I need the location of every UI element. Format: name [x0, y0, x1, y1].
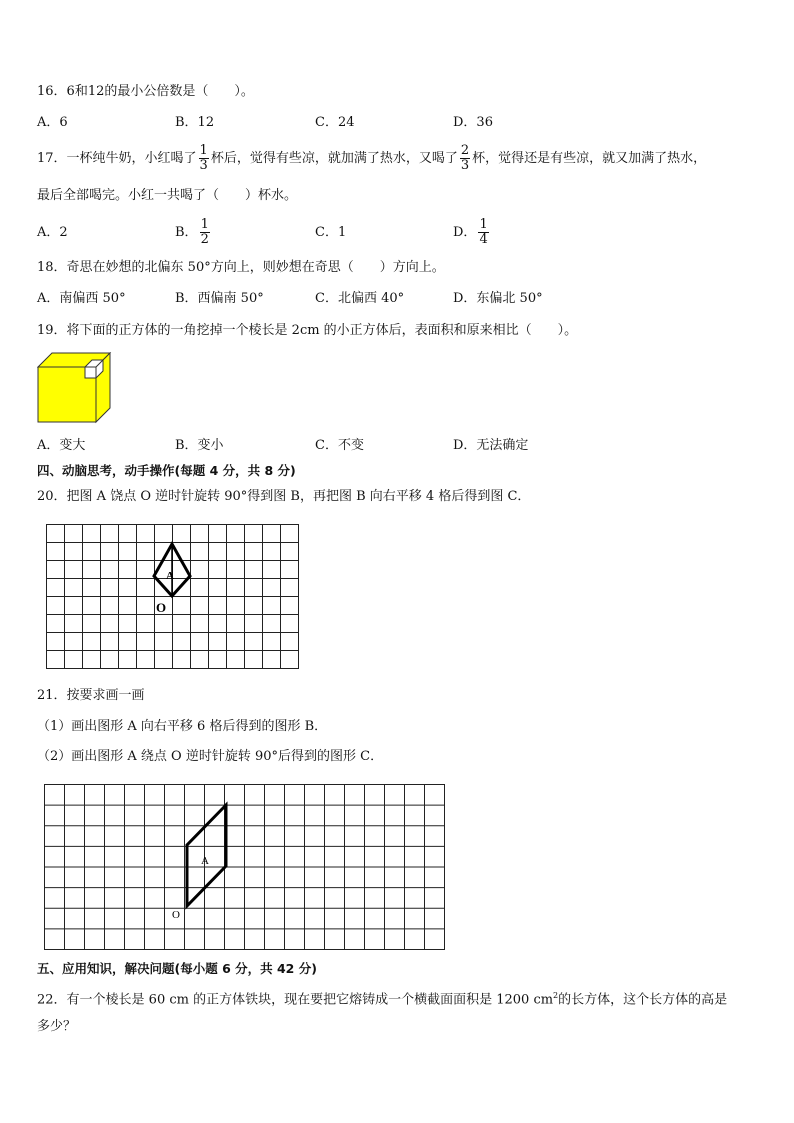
q16-option-d[interactable]: D．36: [453, 115, 493, 130]
cube-figure: [37, 352, 113, 424]
q17-option-b-fraction: [200, 218, 210, 247]
q17-frac1-num: 1: [199, 143, 208, 158]
q16-options: [37, 113, 757, 133]
q19-option-b[interactable]: B．变小: [175, 438, 224, 453]
q17-stem-a: 17．一杯纯牛奶，小红喝了: [37, 151, 197, 166]
q21-sub1: （1）画出图形 A 向右平移 6 格后得到的图形 B．: [37, 719, 328, 734]
q17-option-d-den: 4: [479, 232, 488, 247]
q17-option-d-num: 1: [479, 217, 488, 232]
q17-options: [37, 217, 757, 256]
q20-grid-figure: [46, 524, 300, 670]
q20-label-o: O: [156, 600, 167, 615]
q17-option-d[interactable]: [453, 216, 491, 250]
q18-option-c[interactable]: C．北偏西 40°: [315, 291, 405, 306]
q17-option-b-num: 1: [200, 217, 209, 232]
q21-grid: [44, 784, 445, 950]
q21-label-o: O: [172, 909, 180, 921]
q17-stem-b: 杯后，觉得有些凉，就加满了热水，又喝了: [210, 151, 458, 166]
q19-option-a[interactable]: A．变大: [37, 438, 86, 453]
q18-option-b[interactable]: B．西偏南 50°: [175, 291, 264, 306]
section5-title: 五、应用知识，解决问题(每小题 6 分，共 42 分): [37, 961, 317, 976]
q20-stem: 20．把图 A 饶点 O 逆时针旋转 90°得到图 B，再把图 B 向右平移 4 格后得到图 C．: [37, 489, 531, 504]
q17-frac2-num: 2: [460, 143, 470, 158]
q16-option-b[interactable]: B．12: [175, 115, 215, 130]
q17-option-b-label: B．: [175, 225, 198, 240]
q19-option-c[interactable]: C．不变: [315, 438, 364, 453]
q17-fraction-1: [199, 144, 209, 173]
q17-frac1-den: 3: [199, 158, 208, 173]
q22-stem-sup: 2: [553, 991, 559, 1000]
q18-option-a[interactable]: A．南偏西 50°: [37, 291, 126, 306]
q16-option-c[interactable]: C．24: [315, 115, 355, 130]
q19-stem: 19．将下面的正方体的一角挖掉一个棱长是 2cm 的小正方体后，表面积和原来相比（ ）。: [37, 323, 578, 338]
q20-label-a: A: [166, 570, 174, 582]
q17-stem-line2: 最后全部喝完。小红一共喝了（ ）杯水。: [37, 188, 298, 203]
q17-stem-c: 杯，觉得还是有些凉，就又加满了热水，: [472, 151, 707, 166]
q17-option-c[interactable]: C．1: [315, 225, 347, 240]
q17-option-b-den: 2: [200, 232, 209, 247]
q17-stem: [37, 142, 706, 176]
q18-stem: 18．奇思在妙想的北偏东 50°方向上，则妙想在奇思（ ）方向上。: [37, 260, 445, 275]
q17-option-d-fraction: [478, 218, 488, 247]
q22-stem-a: 22．有一个棱长是 60 cm 的正方体铁块，现在要把它熔铸成一个横截面面积是 1200 cm: [37, 992, 554, 1008]
q22-stem-line2: 多少？: [37, 1019, 77, 1034]
q17-option-d-label: D．: [453, 225, 477, 240]
section4-title: 四、动脑思考，动手操作(每题 4 分，共 8 分): [37, 463, 296, 478]
q19-option-d[interactable]: D．无法确定: [453, 438, 529, 453]
q19-options: [37, 436, 757, 456]
q18-options: [37, 289, 757, 309]
q17-frac2-den: 3: [460, 158, 470, 173]
q22-stem: [37, 986, 727, 1010]
q18-option-d[interactable]: D．东偏北 50°: [453, 291, 543, 306]
q16-stem: 16．6和12的最小公倍数是（ ）。: [37, 84, 254, 99]
q17-option-b[interactable]: [175, 216, 212, 250]
q22-stem-b: 的长方体，这个长方体的高是: [558, 992, 728, 1008]
q17-fraction-2: [460, 144, 470, 173]
q21-stem: 21．按要求画一画: [37, 688, 145, 703]
q17-option-a[interactable]: A．2: [37, 225, 68, 240]
q21-grid-figure: [44, 784, 446, 951]
q21-sub2: （2）画出图形 A 绕点 O 逆时针旋转 90°后得到的图形 C．: [37, 749, 384, 764]
q16-option-a[interactable]: A．6: [37, 115, 68, 130]
q21-label-a: A: [201, 855, 209, 867]
